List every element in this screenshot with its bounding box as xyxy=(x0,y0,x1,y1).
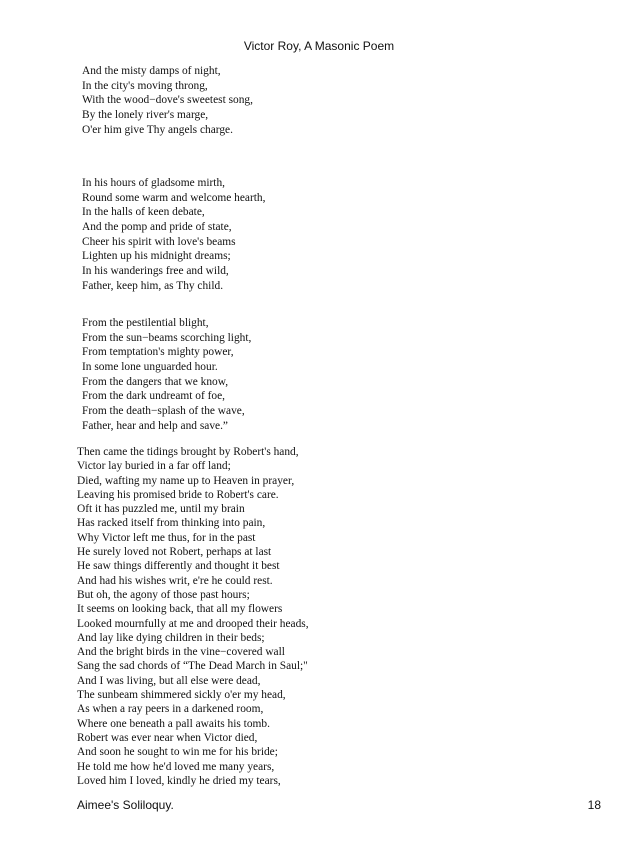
verse-line: And the bright birds in the vine−covered wall xyxy=(77,646,285,659)
verse-line: O'er him give Thy angels charge. xyxy=(82,123,233,136)
verse-line: And soon he sought to win me for his bride; xyxy=(77,746,278,759)
verse-line: From the sun−beams scorching light, xyxy=(82,331,252,344)
verse-line: From the dangers that we know, xyxy=(82,375,229,388)
verse-line: From the death−splash of the wave, xyxy=(82,405,245,418)
soliloquy-passage xyxy=(77,445,309,788)
verse-line: Where one beneath a pall awaits his tomb. xyxy=(77,717,270,730)
verse-line: From the pestilential blight, xyxy=(82,317,209,329)
verse-line: With the wood−dove's sweetest song, xyxy=(82,94,253,107)
verse-line: Round some warm and welcome hearth, xyxy=(82,191,266,204)
verse-line: Lighten up his midnight dreams; xyxy=(82,250,231,263)
verse-line: In some lone unguarded hour. xyxy=(82,361,218,374)
verse-line: The sunbeam shimmered sickly o'er my head, xyxy=(77,689,286,702)
verse-line: Has racked itself from thinking into pain, xyxy=(77,517,266,530)
verse-line: Sang the sad chords of “The Dead March in Saul;" xyxy=(77,660,308,673)
verse-line: But oh, the agony of those past hours; xyxy=(77,588,250,601)
verse-line: He told me how he'd loved me many years, xyxy=(77,760,275,773)
verse-line: It seems on looking back, that all my flowers xyxy=(77,603,283,616)
verse-line: Looked mournfully at me and drooped their heads, xyxy=(77,617,309,630)
verse-line: Died, wafting my name up to Heaven in prayer, xyxy=(77,474,295,487)
verse-line: Victor lay buried in a far off land; xyxy=(77,460,231,473)
verse-line: In his wanderings free and wild, xyxy=(82,265,229,278)
poem-stanza-1 xyxy=(82,64,253,137)
verse-line: And lay like dying children in their beds; xyxy=(77,631,265,644)
page-header xyxy=(0,39,638,53)
verse-line: In the city's moving throng, xyxy=(82,79,208,92)
verse-line: As when a ray peers in a darkened room, xyxy=(77,703,264,716)
verse-line: Why Victor left me thus, for in the past xyxy=(77,531,256,544)
verse-line: And had his wishes writ, e're he could rest. xyxy=(77,574,273,587)
verse-line: Then came the tidings brought by Robert's hand, xyxy=(77,446,299,458)
verse-line: And the pomp and pride of state, xyxy=(82,221,232,234)
verse-line: And I was living, but all else were dead, xyxy=(77,674,261,687)
poem-stanza-2 xyxy=(82,176,265,294)
page-number: 18 xyxy=(587,798,601,812)
page-title: Victor Roy, A Masonic Poem xyxy=(243,39,395,53)
verse-line: By the lonely river's marge, xyxy=(82,109,209,122)
verse-line: Father, hear and help and save.” xyxy=(82,419,228,432)
verse-line: Oft it has puzzled me, until my brain xyxy=(77,503,245,516)
verse-line: Cheer his spirit with love's beams xyxy=(82,235,236,248)
poem-stanza-3 xyxy=(82,316,251,434)
verse-line: He surely loved not Robert, perhaps at last xyxy=(77,546,272,559)
verse-line: Leaving his promised bride to Robert's care. xyxy=(77,488,279,501)
verse-line: And the misty damps of night, xyxy=(82,65,221,77)
footer-section-title: Aimee's Soliloquy. xyxy=(77,798,174,812)
verse-line: He saw things differently and thought it best xyxy=(77,560,280,573)
verse-line: Loved him I loved, kindly he dried my tears, xyxy=(77,774,281,787)
verse-line: From the dark undreamt of foe, xyxy=(82,390,225,403)
verse-line: Robert was ever near when Victor died, xyxy=(77,731,258,744)
verse-line: In the halls of keen debate, xyxy=(82,206,205,219)
verse-line: In his hours of gladsome mirth, xyxy=(82,177,226,189)
verse-line: From temptation's mighty power, xyxy=(82,346,234,359)
verse-line: Father, keep him, as Thy child. xyxy=(82,279,224,292)
